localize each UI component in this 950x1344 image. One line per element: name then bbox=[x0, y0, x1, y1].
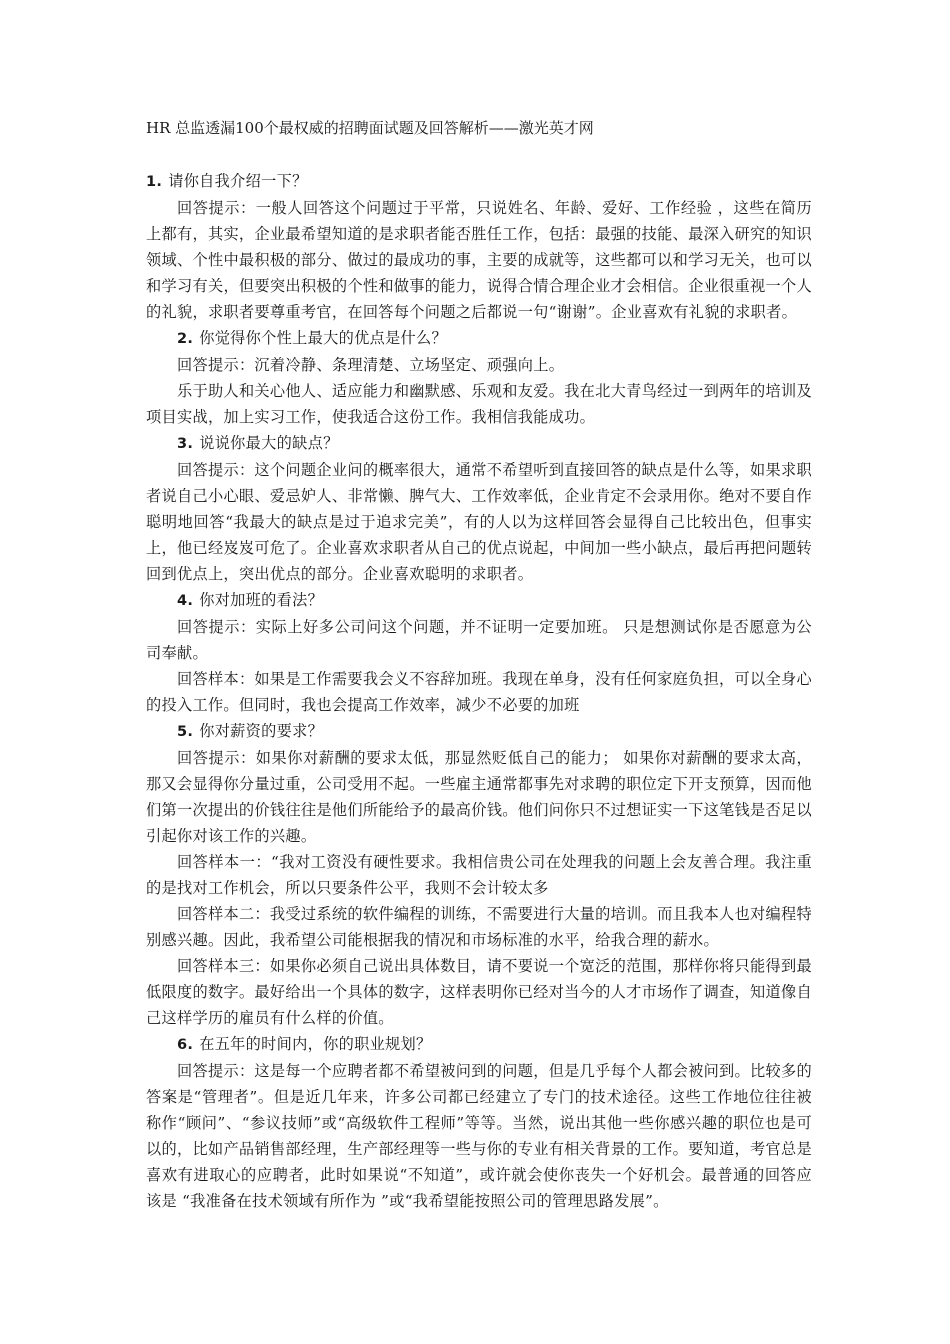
question-heading bbox=[146, 1031, 812, 1058]
answer-paragraph: 回答提示：沉着冷静、条理清楚、立场坚定、顽强向上。 bbox=[177, 356, 565, 374]
question-text: 在五年的时间内，你的职业规划？ bbox=[199, 1035, 432, 1053]
document-title: HR 总监透漏100个最权威的招聘面试题及回答解析——激光英才网 bbox=[146, 119, 594, 137]
question-number: 5. bbox=[177, 724, 194, 740]
question-text: 你觉得你个性上最大的优点是什么？ bbox=[199, 329, 448, 347]
answer-paragraph: 回答提示：这个问题企业问的概率很大，通常不希望听到直接回答的缺点是什么等，如果求职者说自己小心眼、爱忌妒人、非常懒、脾气大、工作效率低，企业肯定不会录用你。绝对不要自作聪明地回答“我最大的缺点是过于追求完美”，有的人以为这样回答会显得自己比较出色，但事实上，他已经岌岌可危了。企业喜欢求职者从自己的优点说起，中间加一些小缺点，最后再把问题转回到优点上，突出优点的部分。企业喜欢聪明的求职者。 bbox=[146, 461, 812, 583]
question-number: 2. bbox=[177, 331, 194, 347]
question-text: 说说你最大的缺点？ bbox=[199, 434, 339, 452]
answer-paragraph: 回答提示：这是每一个应聘者都不希望被问到的问题，但是几乎每个人都会被问到。比较多的答案是“管理者”。但是近几年来，许多公司都已经建立了专门的技术途径。这些工作地位往往被称作“顾问”、“参议技师”或“高级软件工程师”等等。当然，说出其他一些你感兴趣的职位也是可以的，比如产品销售部经理，生产部经理等一些与你的专业有相关背景的工作。要知道，考官总是喜欢有进取心的应聘者，此时如果说“不知道”，或许就会使你丧失一个好机会。最普通的回答应该是 “我准备在技术领域有所作为 ”或“我希望能按照公司的管理思路发展”。 bbox=[146, 1062, 812, 1210]
answer-paragraph: 回答样本三：如果你必须自己说出具体数目，请不要说一个宽泛的范围，那样你将只能得到最低限度的数字。最好给出一个具体的数字，这样表明你已经对当今的人才市场作了调查，知道像自己这样学历的雇员有什么样的价值。 bbox=[146, 957, 812, 1027]
question-heading bbox=[146, 168, 812, 195]
question-heading bbox=[146, 430, 812, 457]
question-number: 1. bbox=[146, 174, 163, 190]
answer-paragraph: 回答样本一：“我对工资没有硬性要求。我相信贵公司在处理我的问题上会友善合理。我注重的是找对工作机会，所以只要条件公平，我则不会计较太多 bbox=[146, 853, 812, 897]
answer-paragraph: 回答样本二：我受过系统的软件编程的训练，不需要进行大量的培训。而且我本人也对编程特别感兴趣。因此，我希望公司能根据我的情况和市场标准的水平，给我合理的薪水。 bbox=[146, 905, 812, 949]
question-number: 6. bbox=[177, 1037, 194, 1053]
answer-paragraph: 乐于助人和关心他人、适应能力和幽默感、乐观和友爱。我在北大青鸟经过一到两年的培训及项目实战，加上实习工作，使我适合这份工作。我相信我能成功。 bbox=[146, 382, 812, 426]
question-number: 3. bbox=[177, 436, 194, 452]
question-text: 你对加班的看法？ bbox=[199, 591, 324, 609]
answer-paragraph: 回答提示：实际上好多公司问这个问题，并不证明一定要加班。 只是想测试你是否愿意为公司奉献。 bbox=[146, 618, 812, 662]
question-text: 请你自我介绍一下？ bbox=[168, 172, 308, 190]
answer-paragraph: 回答提示：一般人回答这个问题过于平常，只说姓名、年龄、爱好、工作经验 ，这些在简历上都有，其实，企业最希望知道的是求职者能否胜任工作，包括：最强的技能、最深入研究的知识领域、个性中最积极的部分、做过的最成功的事，主要的成就等，这些都可以和学习无关，也可以和学习有关，但要突出积极的个性和做事的能力，说得合情合理企业才会相信。企业很重视一个人的礼貌，求职者要尊重考官，在回答每个问题之后都说一句“谢谢”。企业喜欢有礼貌的求职者。 bbox=[146, 199, 812, 321]
document-body bbox=[146, 168, 812, 1214]
question-heading bbox=[146, 718, 812, 745]
question-heading bbox=[146, 325, 812, 352]
answer-paragraph: 回答样本：如果是工作需要我会义不容辞加班。我现在单身，没有任何家庭负担，可以全身心的投入工作。但同时，我也会提高工作效率，减少不必要的加班 bbox=[146, 670, 812, 714]
question-text: 你对薪资的要求？ bbox=[199, 722, 324, 740]
answer-paragraph: 回答提示：如果你对薪酬的要求太低，那显然贬低自己的能力； 如果你对薪酬的要求太高，那又会显得你分量过重，公司受用不起。一些雇主通常都事先对求聘的职位定下开支预算，因而他们第一次提出的价钱往往是他们所能给予的最高价钱。他们问你只不过想证实一下这笔钱是否足以引起你对该工作的兴趣。 bbox=[146, 749, 812, 845]
question-heading bbox=[146, 587, 812, 614]
question-number: 4. bbox=[177, 593, 194, 609]
